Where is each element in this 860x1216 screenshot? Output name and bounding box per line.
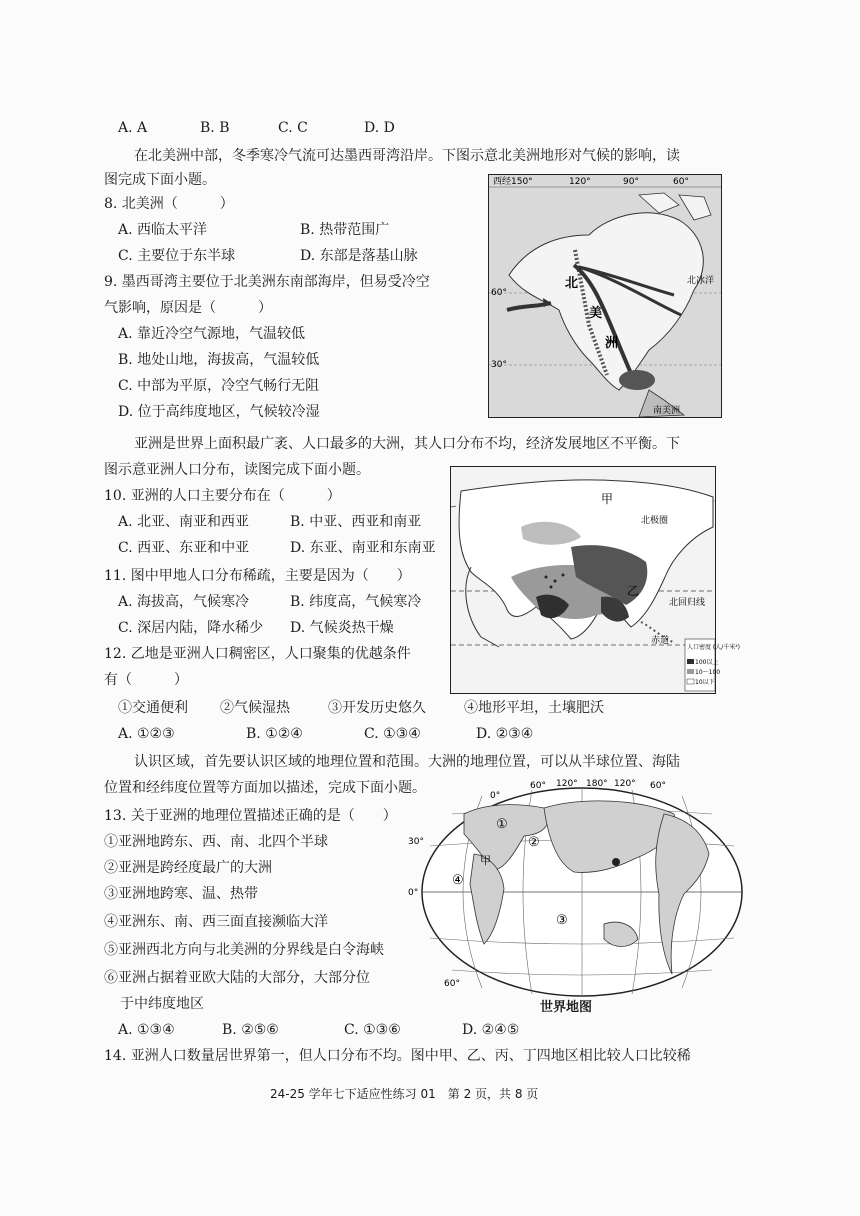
- intro-na-line1: 在北美洲中部，冬季寒冷气流可达墨西哥湾沿岸。下图示意北美洲地形对气候的影响，读: [134, 148, 680, 164]
- q12-choice-4: ④地形平坦，土壤肥沃: [464, 700, 604, 716]
- q8-stem: 8. 北美洲（ ）: [104, 196, 234, 212]
- q12-option-c: C. ①③④: [364, 726, 421, 742]
- intro-region-line2: 位置和经纬度位置等方面加以描述，完成下面小题。: [104, 780, 426, 796]
- q13-option-b: B. ②⑤⑥: [222, 1022, 279, 1038]
- q12-option-b: B. ①②④: [246, 726, 303, 742]
- world-mark-3: ③: [556, 913, 568, 928]
- q12-choice-1: ①交通便利: [118, 700, 188, 716]
- north-america-map: [488, 174, 722, 418]
- world-map-caption: 世界地图: [540, 1000, 593, 1015]
- legend-item: 10以下: [695, 679, 715, 686]
- world-lon-label: 60°: [530, 781, 546, 791]
- prev-option-c: C. C: [278, 120, 308, 136]
- legend-item: 10～100: [695, 669, 721, 676]
- legend-item: 100以上: [695, 659, 719, 666]
- intro-region-line1: 认识区域，首先要认识区域的地理位置和范围。大洲的地理位置，可以从半球位置、海陆: [134, 754, 680, 770]
- prev-option-a: A. A: [118, 120, 148, 136]
- q9-option-c: C. 中部为平原，冷空气畅行无阻: [118, 378, 320, 394]
- q13-statement-3: ③亚洲地跨寒、温、热带: [104, 886, 258, 902]
- equator-label: 赤道: [651, 636, 670, 646]
- q13-statement-2: ②亚洲是跨经度最广的大洲: [104, 860, 272, 876]
- q10-option-d: D. 东亚、南亚和东南亚: [290, 540, 436, 556]
- na-lon-label: 60°: [673, 177, 689, 187]
- arctic-circle-label: 北极圈: [641, 516, 669, 526]
- na-lat-label: 60°: [491, 288, 507, 298]
- q13-statement-1: ①亚洲地跨东、西、南、北四个半球: [104, 834, 328, 850]
- q9-stem-line1: 9. 墨西哥湾主要位于北美洲东南部海岸，但易受冷空: [104, 274, 430, 290]
- q10-option-a: A. 北亚、南亚和西亚: [118, 514, 250, 530]
- q9-option-b: B. 地处山地，海拔高，气温较低: [118, 352, 320, 368]
- world-lon-label: 0°: [490, 791, 501, 801]
- asia-yi-label: 乙: [627, 584, 640, 598]
- world-mark-2: ②: [528, 835, 540, 850]
- q12-stem-line1: 12. 乙地是亚洲人口稠密区，人口聚集的优越条件: [104, 646, 411, 662]
- world-mark-4: ④: [452, 873, 464, 888]
- q13-option-c: C. ①③⑥: [344, 1022, 401, 1038]
- q11-stem: 11. 图中甲地人口分布稀疏，主要是因为（ ）: [104, 568, 411, 584]
- q9-stem-line2: 气影响，原因是（ ）: [104, 300, 272, 316]
- na-region-label: 洲: [605, 336, 619, 351]
- na-lat-label: 30°: [491, 360, 507, 370]
- intro-asia-line1: 亚洲是世界上面积最广袤、人口最多的大洲，其人口分布不均，经济发展地区不平衡。下: [134, 436, 680, 452]
- q8-option-b: B. 热带范围广: [300, 222, 390, 238]
- world-lat-label: 30°: [408, 837, 424, 847]
- q12-choice-3: ③开发历史悠久: [328, 700, 426, 716]
- world-mark-1: ①: [496, 817, 508, 832]
- legend-title: 人口密度 (人/千米²): [687, 644, 741, 651]
- prev-option-d: D. D: [364, 120, 395, 136]
- asia-jia-label: 甲: [601, 492, 614, 506]
- q11-option-c: C. 深居内陆，降水稀少: [118, 620, 264, 636]
- world-lat-label: 0°: [408, 888, 419, 898]
- prev-option-b: B. B: [200, 120, 230, 136]
- q12-stem-line2: 有（ ）: [104, 672, 188, 688]
- q8-option-d: D. 东部是落基山脉: [300, 248, 418, 264]
- q14-stem: 14. 亚洲人口数量居世界第一，但人口分布不均。图中甲、乙、丙、丁四地区相比较人口比较稀: [104, 1048, 691, 1064]
- q12-option-a: A. ①②③: [118, 726, 175, 742]
- na-lon-label: 90°: [623, 177, 639, 187]
- q9-option-a: A. 靠近冷空气源地，气温较低: [118, 326, 306, 342]
- page-footer: 24-25 学年七下适应性练习 01 第 2 页，共 8 页: [270, 1087, 539, 1101]
- q10-option-c: C. 西亚、东亚和中亚: [118, 540, 250, 556]
- world-lon-label: 60°: [650, 781, 666, 791]
- q8-option-c: C. 主要位于东半球: [118, 248, 236, 264]
- world-map: [404, 774, 750, 1018]
- na-region-label: 北: [565, 276, 579, 291]
- q12-choice-2: ②气候湿热: [220, 700, 290, 716]
- tropic-label: 北回归线: [669, 598, 706, 608]
- world-lon-label: 120°: [556, 779, 578, 789]
- q13-option-a: A. ①③④: [118, 1022, 175, 1038]
- world-lon-label: 180°: [586, 779, 608, 789]
- world-lat-label: 60°: [444, 979, 460, 989]
- q8-option-a: A. 西临太平洋: [118, 222, 208, 238]
- q9-option-d: D. 位于高纬度地区，气候较冷湿: [118, 404, 320, 420]
- q13-statement-4: ④亚洲东、南、西三面直接濒临大洋: [104, 914, 328, 930]
- q10-stem: 10. 亚洲的人口主要分布在（ ）: [104, 488, 341, 504]
- q10-option-b: B. 中亚、西亚和南亚: [290, 514, 422, 530]
- world-lon-label: 120°: [614, 779, 636, 789]
- na-lon-label: 西经150°: [493, 177, 533, 187]
- q11-option-d: D. 气候炎热干燥: [290, 620, 394, 636]
- na-lon-label: 120°: [569, 177, 591, 187]
- intro-na-line2: 图完成下面小题。: [104, 172, 216, 188]
- q13-statement-6a: ⑥亚洲占据着亚欧大陆的大部分，大部分位: [104, 970, 370, 986]
- q11-option-a: A. 海拔高，气候寒冷: [118, 594, 250, 610]
- q11-option-b: B. 纬度高，气候寒冷: [290, 594, 422, 610]
- na-south-america-label: 南美洲: [653, 406, 681, 416]
- intro-asia-line2: 图示意亚洲人口分布，读图完成下面小题。: [104, 462, 370, 478]
- q13-statement-6b: 于中纬度地区: [120, 996, 204, 1012]
- q13-option-d: D. ②④⑤: [462, 1022, 520, 1038]
- na-ocean-label: 北冰洋: [687, 276, 715, 286]
- q13-statement-5: ⑤亚洲西北方向与北美洲的分界线是白令海峡: [104, 942, 384, 958]
- q13-stem: 13. 关于亚洲的地理位置描述正确的是（ ）: [104, 808, 397, 824]
- world-mark-jia: 甲: [480, 854, 491, 867]
- na-region-label: 美: [589, 306, 603, 321]
- q12-option-d: D. ②③④: [476, 726, 534, 742]
- asia-population-map: [450, 466, 741, 694]
